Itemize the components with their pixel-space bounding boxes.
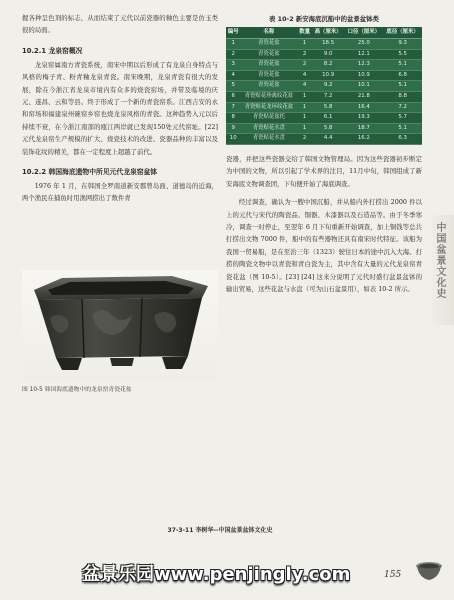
section-heading-longquan: 10.2.1 龙泉窑概况 (22, 46, 83, 55)
table-header-cell: 高（厘米） (312, 27, 345, 39)
table-cell: 8.2 (312, 60, 345, 71)
table-cell: 5.1 (383, 123, 422, 134)
table-cell: 16.4 (344, 102, 383, 113)
flower-pot-photo (22, 270, 218, 380)
table-cell: 青瓷花盆 (240, 60, 297, 71)
table-cell: 1 (297, 113, 311, 124)
table-cell: 青瓷花盆 (240, 39, 297, 50)
table-cell: 4 (297, 81, 311, 92)
table-cell: 5.5 (383, 49, 422, 60)
table-cell: 9 (226, 123, 240, 134)
table-cell: 1 (297, 91, 311, 102)
right-column (226, 12, 422, 295)
table-row (226, 134, 422, 145)
site-watermark: 盆景乐园www.penjingly.com (82, 564, 351, 585)
table-cell: 7 (226, 102, 240, 113)
table-row (226, 60, 422, 71)
table-cell: 2 (297, 49, 311, 60)
table-cell: 7.2 (312, 91, 345, 102)
hexagonal-celadon-pot-image (22, 270, 218, 380)
table-cell: 6 (226, 91, 240, 102)
table-cell: 5.8 (312, 102, 345, 113)
table-cell: 19.3 (344, 113, 383, 124)
pot-data-table (226, 27, 422, 145)
table-cell: 12.1 (344, 49, 383, 60)
table-cell: 8 (226, 113, 240, 124)
table-cell: 4.4 (312, 134, 345, 145)
table-row (226, 113, 422, 124)
table-cell: 18.5 (312, 39, 345, 50)
table-cell: 青瓷贴花水盘 (240, 123, 297, 134)
table-row (226, 102, 422, 113)
table-cell: 1 (297, 123, 311, 134)
page-number: 155 (384, 570, 402, 580)
table-cell: 青瓷花盆 (240, 49, 297, 60)
pot-decoration-icon (414, 560, 444, 584)
table-header-cell: 名称 (240, 27, 297, 39)
table-cell: 16.2 (344, 134, 383, 145)
paragraph-longquan: 龙泉窑属南方青瓷系统，南宋中期以后形成了有龙泉自身特点与风格的梅子青、粉青釉龙泉青瓷。南宋晚期，龙泉青瓷有很大的发展，除在今浙江省龙泉市境内有众多的烧瓷窑场，并带及临境的庆元、遂昌、云和等县。终于形成了一个新的青瓷窑系。江西吉安的永和窑场和福建泉州碗窑乡窑也烧龙泉风格的青瓷。这种趋势入元以后持续不衰，在今浙江南部的瓯江两岸就已发现150处元代窑址。[22] 元代龙泉窑生产规模的扩大、烧瓷技术的改进、瓷器品种的丰富以及装饰花纹的精美，都在一定程度上超越了前代。 (22, 60, 218, 156)
table-header-cell: 口径（厘米） (344, 27, 383, 39)
table-row (226, 39, 422, 50)
table-row (226, 81, 422, 92)
table-cell: 青瓷贴花水盘 (240, 134, 297, 145)
table-cell: 5.1 (383, 60, 422, 71)
table-cell: 18.7 (344, 123, 383, 134)
table-row (226, 91, 422, 102)
table-cell: 青瓷贴花珍禽纹花盆 (240, 91, 297, 102)
paragraph-korea-continued: 瓷器，并把这些瓷器交给了韩国文物管理局。因为这些瓷器初步断定为中国的文物，所以引起了学术界的注目，11月中旬，韩国组成了新安海底文物调查团，下旬便开始了海底调查。 (226, 154, 422, 188)
chapter-side-title: 中国盆景文化史 (434, 222, 445, 299)
table-cell: 25.0 (344, 39, 383, 50)
table-cell: 1 (297, 39, 311, 50)
table-cell: 12.3 (344, 60, 383, 71)
table-cell: 1 (226, 39, 240, 50)
table-cell: 10.1 (344, 81, 383, 92)
table-cell: 5 (226, 81, 240, 92)
table-cell: 9.3 (383, 39, 422, 50)
table-cell: 2 (297, 134, 311, 145)
table-cell: 青瓷贴花龙环纹花盆 (240, 102, 297, 113)
table-cell: 10.9 (312, 70, 345, 81)
photo-caption: 图 10-5 韩国海底遗物中的龙泉窑青瓷花盆 (22, 387, 132, 393)
table-cell: 10 (226, 134, 240, 145)
table-cell: 9.0 (312, 49, 345, 60)
table-cell: 3 (226, 60, 240, 71)
table-cell: 4 (297, 70, 311, 81)
table-cell: 青瓷贴花盆托 (240, 113, 297, 124)
table-cell: 2 (297, 60, 311, 71)
paragraph-korea-start: 1976 年 1 月，在韩国全罗南道新安郡曾岛面、道德岛的近海，两个渔民在捕鱼时用渔网捞出了数件青 (22, 182, 218, 203)
table-cell: 5.8 (312, 123, 345, 134)
table-cell: 5.1 (383, 81, 422, 92)
left-column (22, 12, 218, 205)
table-title: 表 10-2 新安海底沉船中的盆景盆钵类 (269, 15, 379, 23)
table-header-cell: 编号 (226, 27, 240, 39)
table-cell: 6.8 (383, 70, 422, 81)
table-cell: 1 (297, 102, 311, 113)
table-row (226, 70, 422, 81)
table-cell: 5.7 (383, 113, 422, 124)
book-code-line: 37-3-11 李树华--中国盆景盆钵文化史 (167, 527, 273, 534)
table-cell: 6.3 (383, 134, 422, 145)
table-cell: 青瓷花盆 (240, 81, 297, 92)
paragraph-continuation: 握各种呈色剂的标志，从而结束了元代以前瓷器的釉色主要是仿玉类很的局面。 (22, 14, 218, 35)
table-cell: 4 (226, 70, 240, 81)
section-heading-korea: 10.2.2 韩国海底遗物中所见元代龙泉窑盆钵 (22, 168, 158, 177)
table-cell: 6.1 (312, 113, 345, 124)
table-row (226, 123, 422, 134)
table-cell: 21.8 (344, 91, 383, 102)
table-row (226, 49, 422, 60)
table-cell: 7.2 (383, 102, 422, 113)
table-header-row (226, 27, 422, 39)
table-cell: 9.2 (312, 81, 345, 92)
table-header-cell: 数量 (297, 27, 311, 39)
table-cell: 青瓷花盆 (240, 70, 297, 81)
paragraph-survey: 经过调查，确认为一艘中国沉船，并从船内外打捞出 2000 件以上的元代与宋代的陶瓷品、铜器、木漆器以及石造品等。由于冬季寒冷，调查一时停止，至翌年 6 月下旬重新开始调查，加上铜钱等总共打捞出文物 7000 件，船中的有些器物还具有南宋时代特征。该船为我国一贸易船，是在至治三年（1323）驶往日本的途中沉入大海。打捞的陶瓷文物中以青瓷和青白瓷为主，其中含有大量的元代龙泉窑青瓷花盆（图 10-5）。[23] [24] 这来分说明了元代时盛行盆景盆钵的输出贸易，这些花盆与水盘（可为山石盆景用），如表 10-2 所示。 (226, 198, 422, 293)
table-header-cell: 底径（厘米） (383, 27, 422, 39)
table-cell: 2 (226, 49, 240, 60)
table-cell: 10.9 (344, 70, 383, 81)
table-cell: 8.8 (383, 91, 422, 102)
